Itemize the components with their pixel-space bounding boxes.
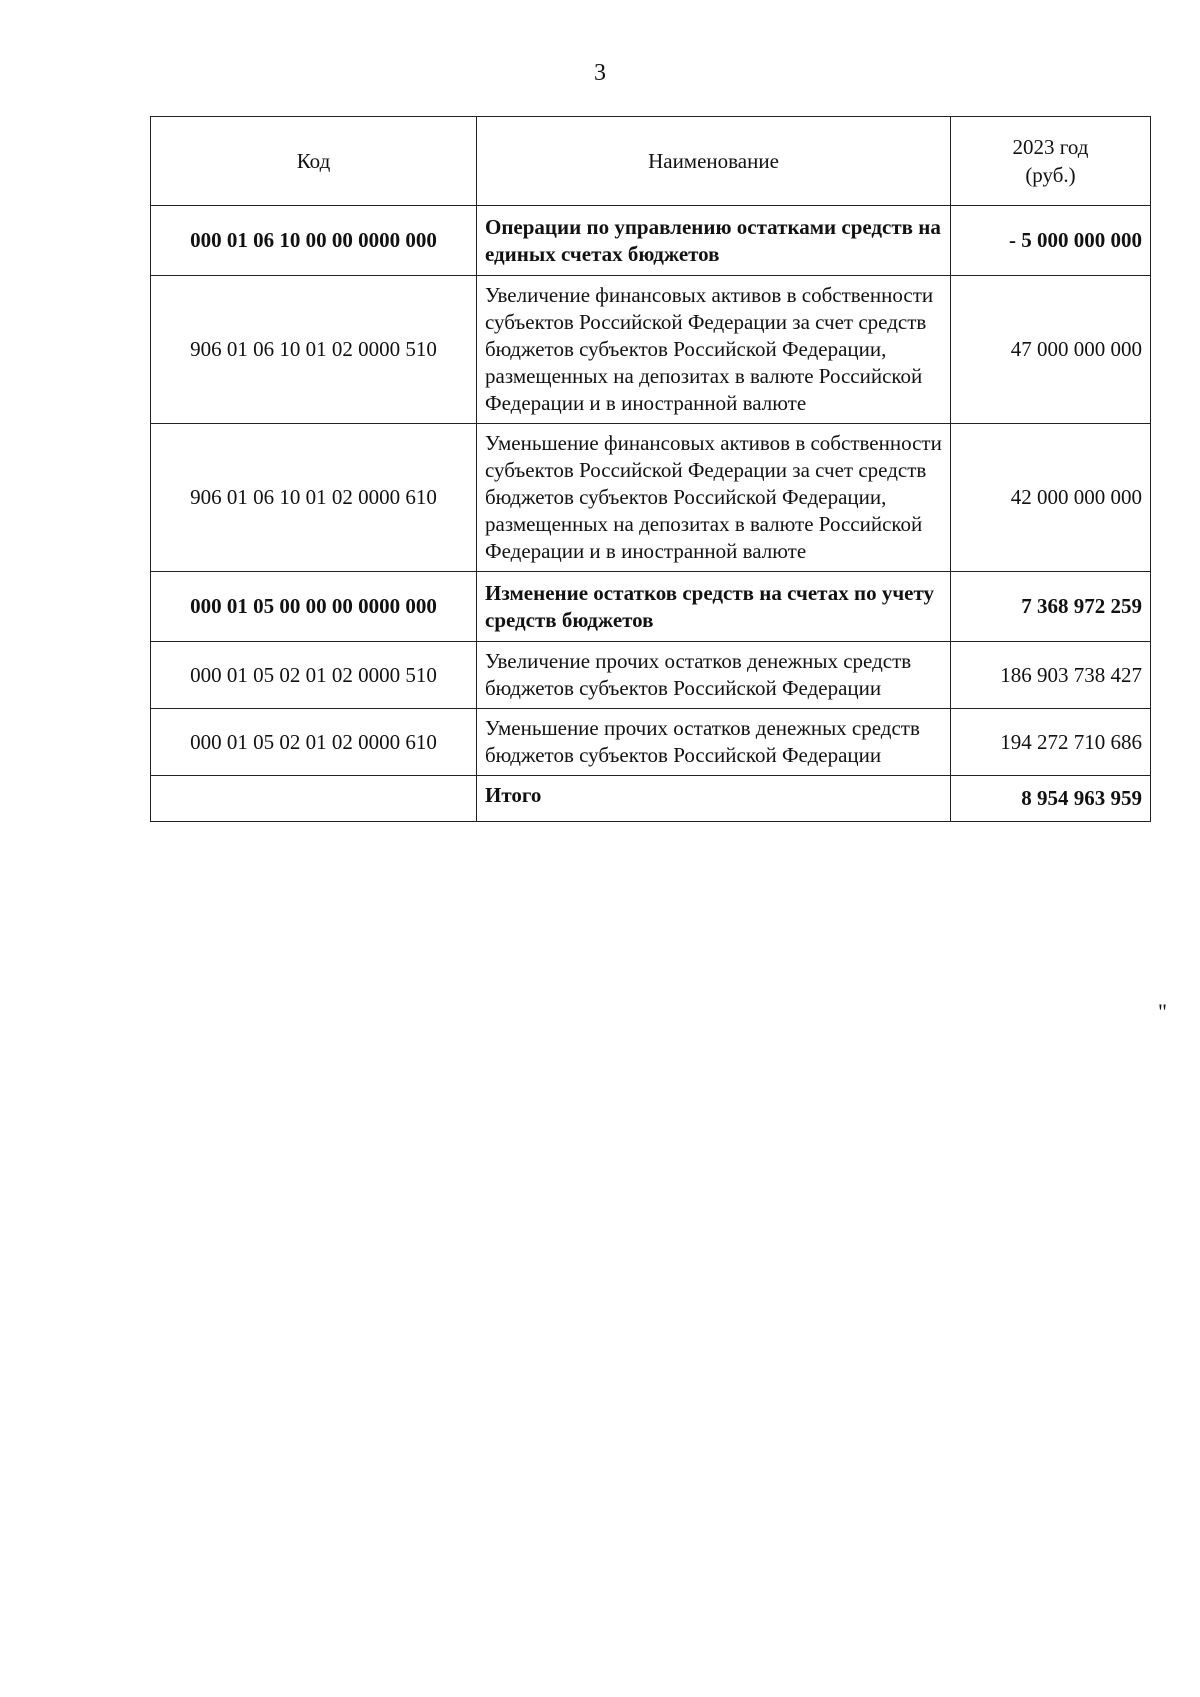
row-code: 000 01 05 02 01 02 0000 610 bbox=[151, 709, 477, 776]
row-code: 000 01 05 00 00 00 0000 000 bbox=[151, 572, 477, 642]
table-body bbox=[151, 206, 1151, 822]
row-name: Изменение остатков средств на счетах по учету средств бюджетов bbox=[477, 572, 951, 642]
header-name: Наименование bbox=[477, 117, 951, 206]
total-amount: 8 954 963 959 bbox=[951, 776, 1151, 822]
table-header-row bbox=[151, 117, 1151, 206]
table-row bbox=[151, 424, 1151, 572]
total-label: Итого bbox=[477, 776, 951, 822]
row-name: Увеличение финансовых активов в собственности субъектов Российской Федерации за счет средств бюджетов субъектов Российской Федерации, размещенных на депозитах в валюте Российской Федерации и в иностранной валюте bbox=[477, 276, 951, 424]
row-amount: 194 272 710 686 bbox=[951, 709, 1151, 776]
header-code: Код bbox=[151, 117, 477, 206]
table-row bbox=[151, 572, 1151, 642]
table-row bbox=[151, 206, 1151, 276]
row-amount: 7 368 972 259 bbox=[951, 572, 1151, 642]
row-code: 000 01 05 02 01 02 0000 510 bbox=[151, 642, 477, 709]
header-amount-unit: (руб.) bbox=[1025, 163, 1076, 187]
row-name: Увеличение прочих остатков денежных средств бюджетов субъектов Российской Федерации bbox=[477, 642, 951, 709]
row-name: Уменьшение финансовых активов в собственности субъектов Российской Федерации за счет средств бюджетов субъектов Российской Федерации, размещенных на депозитах в валюте Российской Федерации и в иностранной валюте bbox=[477, 424, 951, 572]
row-amount: 186 903 738 427 bbox=[951, 642, 1151, 709]
row-amount: - 5 000 000 000 bbox=[951, 206, 1151, 276]
table-row bbox=[151, 642, 1151, 709]
row-name: Уменьшение прочих остатков денежных средств бюджетов субъектов Российской Федерации bbox=[477, 709, 951, 776]
header-amount bbox=[951, 117, 1151, 206]
table-row bbox=[151, 276, 1151, 424]
row-name: Операции по управлению остатками средств на единых счетах бюджетов bbox=[477, 206, 951, 276]
table-row bbox=[151, 709, 1151, 776]
row-amount: 47 000 000 000 bbox=[951, 276, 1151, 424]
row-code: 000 01 06 10 00 00 0000 000 bbox=[151, 206, 477, 276]
budget-sources-table bbox=[150, 116, 1151, 822]
row-amount: 42 000 000 000 bbox=[951, 424, 1151, 572]
closing-quote-mark: " bbox=[1158, 999, 1167, 1024]
total-code bbox=[151, 776, 477, 822]
page-number: 3 bbox=[594, 60, 606, 86]
header-amount-year: 2023 год bbox=[1012, 135, 1089, 159]
row-code: 906 01 06 10 01 02 0000 510 bbox=[151, 276, 477, 424]
table-total-row bbox=[151, 776, 1151, 822]
row-code: 906 01 06 10 01 02 0000 610 bbox=[151, 424, 477, 572]
